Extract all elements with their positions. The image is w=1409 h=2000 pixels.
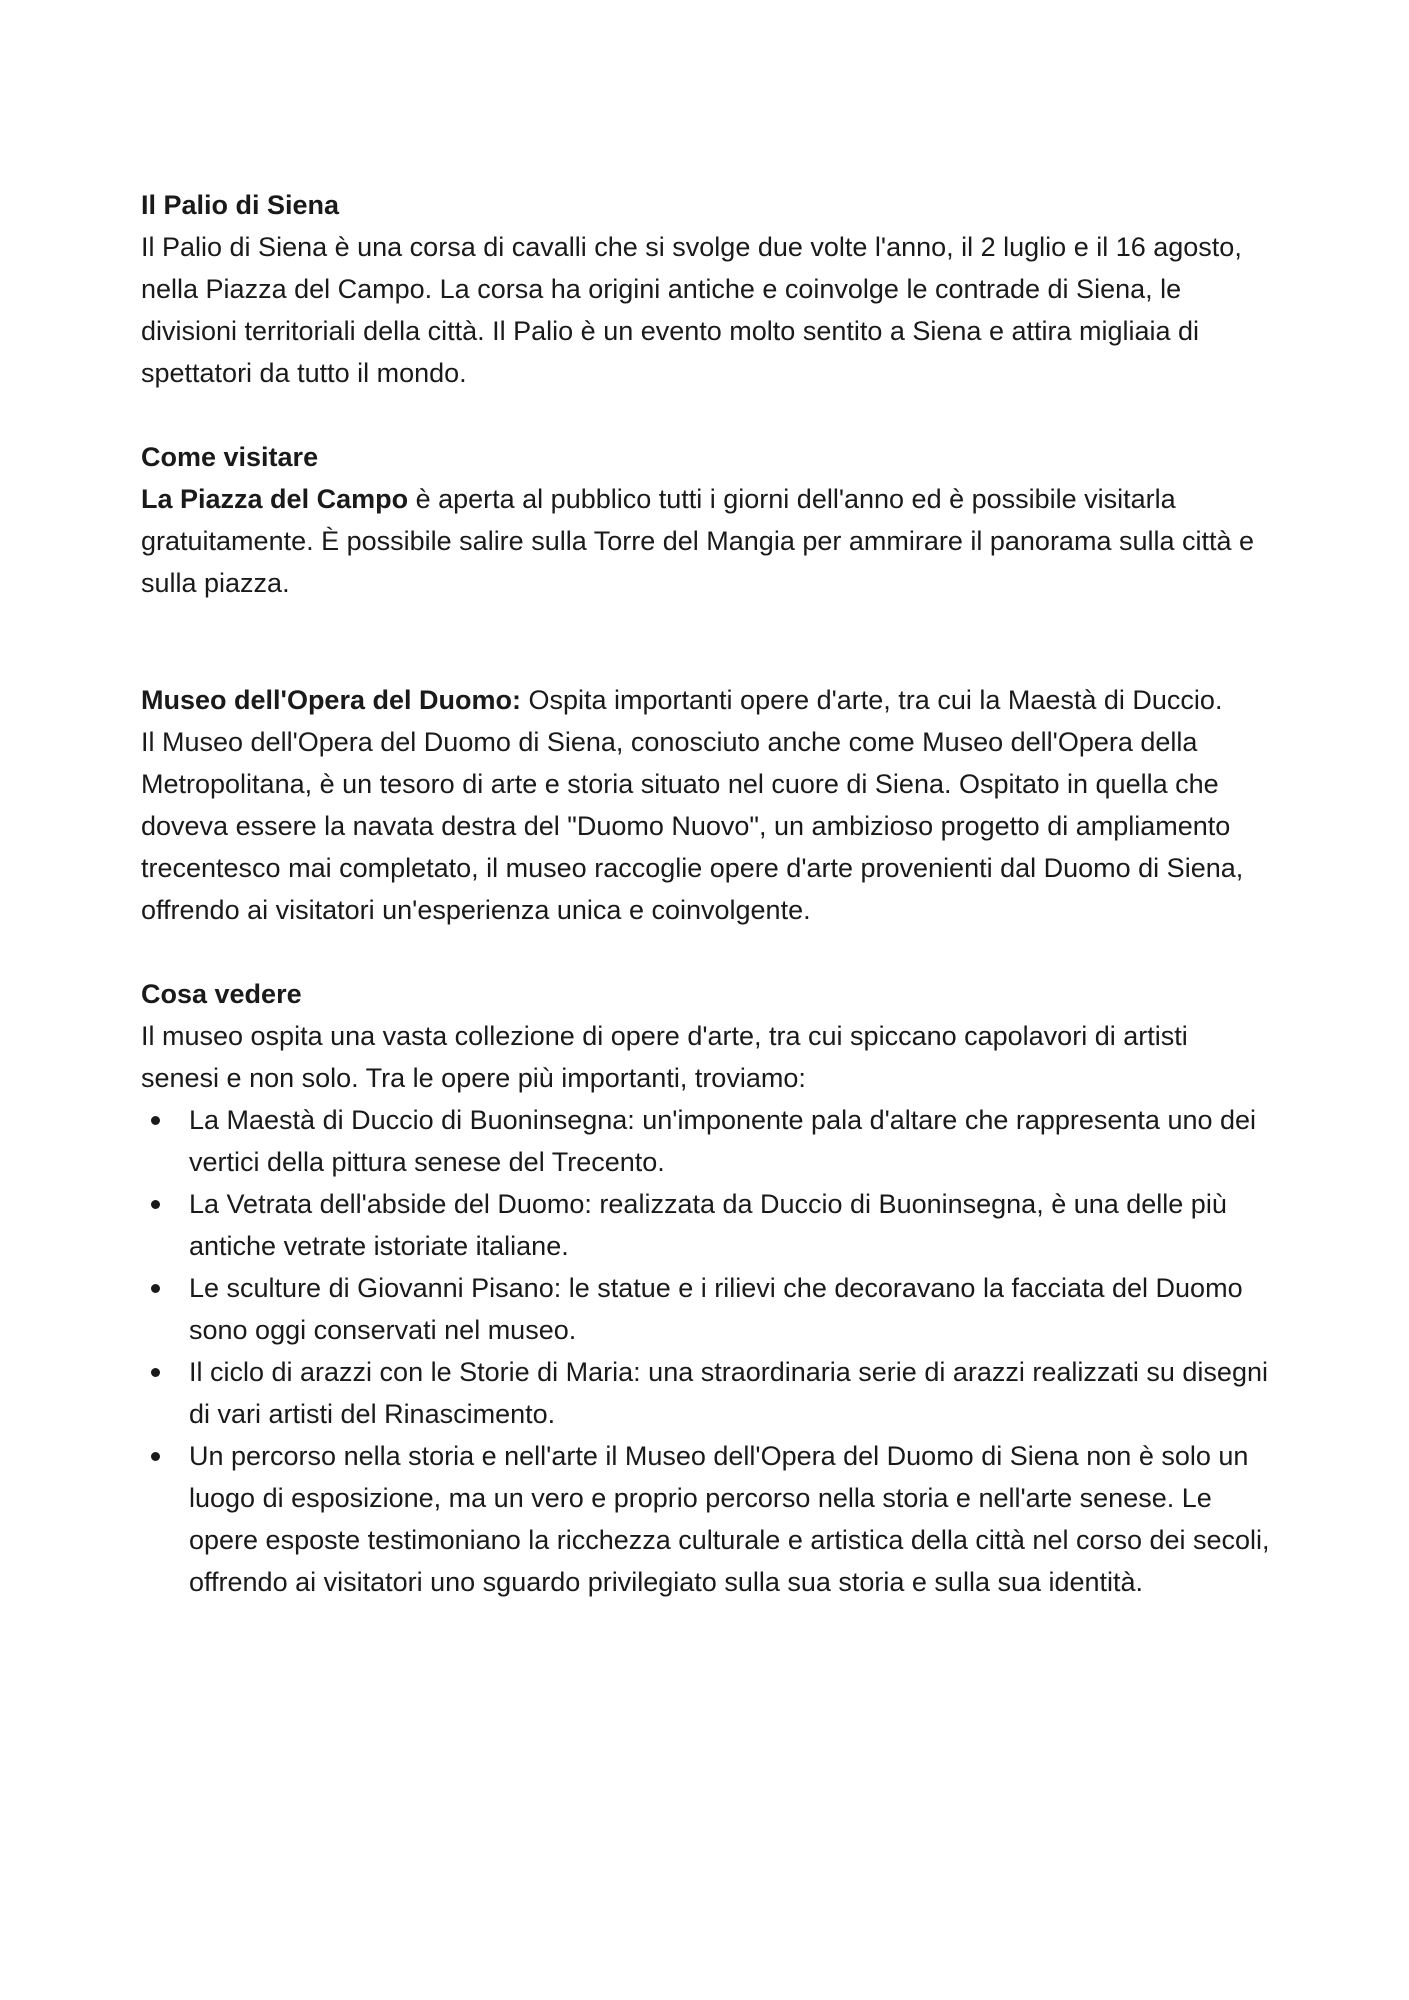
bullet-icon (151, 1116, 160, 1125)
bold-lead: La Piazza del Campo (141, 484, 409, 514)
paragraph: Il museo ospita una vasta collezione di opere d'arte, tra cui spiccano capolavori di artisti senesi e non solo. Tra le opere più importanti, troviamo: (141, 1021, 1188, 1093)
document-page (141, 184, 1271, 1603)
section-museum (141, 679, 1271, 931)
list-item (141, 1435, 1271, 1603)
list-item (141, 1183, 1271, 1267)
bold-lead: Museo dell'Opera del Duomo: (141, 685, 521, 715)
section-visit (141, 436, 1271, 604)
paragraph (141, 478, 1271, 604)
section-see (141, 973, 1271, 1603)
bullet-list (141, 1099, 1271, 1603)
list-item-text: Il ciclo di arazzi con le Storie di Maria: una straordinaria serie di arazzi realizzati su disegni di vari artisti del Rinascimento. (189, 1357, 1268, 1429)
paragraph-text: è aperta al pubblico tutti i giorni dell'anno ed è possibile visitarla gratuitamente. È possibile salire sulla Torre del Mangia per ammirare il panorama sulla città e sulla piazza. (141, 484, 1255, 598)
bullet-icon (151, 1368, 160, 1377)
list-item (141, 1267, 1271, 1351)
bullet-icon (151, 1200, 160, 1209)
paragraph: Il Museo dell'Opera del Duomo di Siena, conosciuto anche come Museo dell'Opera della Metropolitana, è un tesoro di arte e storia situato nel cuore di Siena. Ospitato in quella che doveva essere la navata destra del "Duomo Nuovo", un ambizioso progetto di ampliamento trecentesco mai completato, il museo raccoglie opere d'arte provenienti dal Duomo di Siena, offrendo ai visitatori un'esperienza unica e coinvolgente. (141, 727, 1244, 925)
bullet-icon (151, 1452, 160, 1461)
section-heading: Cosa vedere (141, 979, 302, 1009)
list-item (141, 1351, 1271, 1435)
paragraph-text: Ospita importanti opere d'arte, tra cui la Maestà di Duccio. (520, 685, 1223, 715)
list-item-text: La Maestà di Duccio di Buoninsegna: un'imponente pala d'altare che rappresenta uno dei vertici della pittura senese del Trecento. (189, 1105, 1257, 1177)
paragraph (141, 679, 1271, 721)
bullet-icon (151, 1284, 160, 1293)
list-item-text: Le sculture di Giovanni Pisano: le statue e i rilievi che decoravano la facciata del Duomo sono oggi conservati nel museo. (189, 1273, 1243, 1345)
list-item-text: La Vetrata dell'abside del Duomo: realizzata da Duccio di Buoninsegna, è una delle più antiche vetrate istoriate italiane. (189, 1189, 1227, 1261)
paragraph: Il Palio di Siena è una corsa di cavalli che si svolge due volte l'anno, il 2 luglio e il 16 agosto, nella Piazza del Campo. La corsa ha origini antiche e coinvolge le contrade di Siena, le divisioni territoriali della città. Il Palio è un evento molto sentito a Siena e attira migliaia di spettatori da tutto il mondo. (141, 232, 1242, 388)
section-heading: Il Palio di Siena (141, 190, 340, 220)
list-item (141, 1099, 1271, 1183)
section-heading: Come visitare (141, 442, 319, 472)
list-item-text: Un percorso nella storia e nell'arte il Museo dell'Opera del Duomo di Siena non è solo un luogo di esposizione, ma un vero e proprio percorso nella storia e nell'arte senese. Le opere esposte testimoniano la ricchezza culturale e artistica della città nel corso dei secoli, offrendo ai visitatori uno sguardo privilegiato sulla sua storia e sulla sua identità. (189, 1441, 1270, 1597)
section-palio (141, 184, 1271, 394)
